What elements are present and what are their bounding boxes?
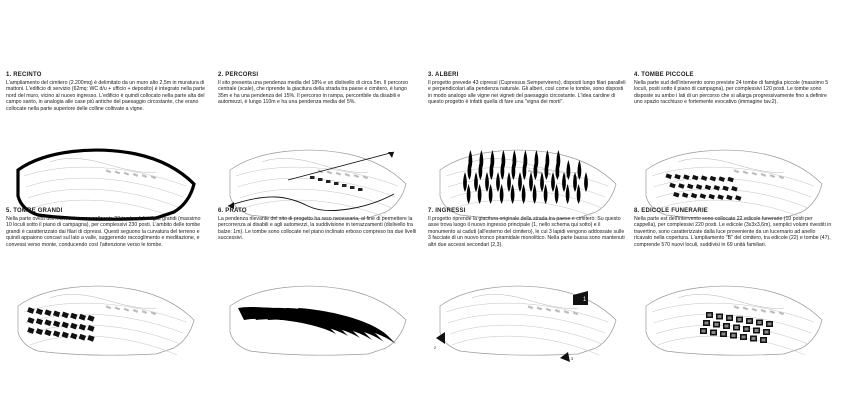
tomb-mark	[336, 172, 341, 176]
small-tomb	[674, 174, 680, 180]
tomb-mark	[761, 309, 766, 313]
diagram-svg	[6, 248, 206, 358]
large-tomb	[27, 317, 34, 324]
large-tomb	[87, 325, 94, 332]
chapel-skylight	[702, 330, 706, 333]
tomb-mark	[752, 308, 757, 312]
panel-description: Nella parte ovest dell'intervento sono collocate 23 tombe di famiglia grandi (massimo 10 loculi sotto il piano di campagna), per complessivi 230 posti. L'ambito delle tombe grandi è caratterizzato dai filari di cipressi. Questi seguono la curvatura del terreno e quindi appaiono concavi sul lato a valle, suggerendo raccoglimento e meditazione, e convessi verso monte, conducendo così l'attenzione verso le tombe.	[6, 216, 201, 248]
large-tomb	[79, 334, 86, 341]
small-tomb	[696, 184, 702, 190]
stair-step	[350, 186, 355, 189]
entrance-marker-3	[560, 352, 574, 362]
terrace-line	[656, 189, 808, 208]
large-tomb	[70, 323, 77, 330]
small-tomb	[726, 195, 732, 201]
terrace-line	[448, 178, 605, 197]
terrace-line	[658, 336, 805, 355]
small-tomb	[687, 184, 693, 190]
tomb-mark	[142, 310, 147, 314]
chapel-skylight	[715, 323, 719, 326]
cypress-tree	[478, 184, 482, 204]
cypress-tree	[584, 172, 588, 192]
chapel-skylight	[742, 336, 746, 339]
site-diagram	[6, 248, 206, 358]
small-tomb	[678, 183, 684, 189]
panel-description: L'ampliamento del cimitero (2.200mq) è delimitato da un muro alto 2,5m in muratura di mattoni. L'edificio di servizio (62mq: WC d/u + ufficio + deposito) è integrato nella parte nord del muro, vicino al nuovo ingresso. L'edificio è quindi collocato nella parte alta del campo santo, in analogia alle case più antiche del paesaggio circostante, che erano collocate nella parte superiore delle colline coltivate a vigne.	[6, 80, 205, 112]
cypress-tree	[518, 172, 522, 192]
chapel-skylight	[748, 320, 752, 323]
small-tomb	[708, 194, 714, 200]
small-tomb	[701, 175, 707, 181]
tomb-mark	[133, 173, 138, 177]
large-tomb	[79, 314, 86, 321]
terrace-line	[236, 167, 398, 186]
site-outline	[440, 286, 616, 355]
chapel-skylight	[728, 317, 732, 320]
site-diagram	[218, 248, 418, 358]
entrance-label: 3	[571, 356, 574, 361]
site-outline	[18, 286, 194, 355]
cypress-tree	[566, 184, 570, 204]
panel-ingressi	[428, 208, 628, 398]
path-line	[50, 158, 156, 172]
terrace-line	[24, 167, 186, 186]
cypress-tree	[577, 184, 581, 204]
diagram-svg	[6, 112, 206, 222]
small-tomb	[727, 177, 733, 183]
tomb-mark	[115, 307, 120, 311]
tomb-mark	[106, 169, 111, 173]
tomb-mark	[528, 305, 533, 309]
panel-description: La pendenza rilevante del sito di progetto ha reso necessaria, al fine di permettere la percorrenza ai disabili e agli automezzi, la suddivisione in terrazzamenti (dislivello tra balze: 1m). Le tombe sono collocate nel piano inclinato erboso compreso tra due livelli successivi.	[218, 216, 417, 242]
cypress-tree	[529, 172, 533, 192]
chapel-skylight	[758, 321, 762, 324]
tomb-mark	[770, 174, 775, 178]
tomb-mark	[743, 171, 748, 175]
large-tomb	[36, 308, 43, 315]
panel-description: Il sito presenta una pendenza media del 18% e un dislivello di circa 5m. Il percorso centrale (scale), che riprende la giacitura della strada tra paese e cimitero, è lungo 35m e ha una pendenza del 15%. Il percorso in rampa, percorribile da disabili e automezzi, è lungo 110m e ha una pendenza media del 5%.	[218, 80, 409, 106]
terrace-line	[448, 314, 605, 333]
small-tomb	[683, 174, 689, 180]
terrace-line	[450, 325, 602, 344]
small-tomb	[731, 186, 737, 192]
path-line	[472, 294, 578, 308]
small-tomb	[669, 183, 675, 189]
chapel-skylight	[722, 333, 726, 336]
tomb-mark	[528, 169, 533, 173]
tomb-mark	[743, 307, 748, 311]
site-diagram	[428, 248, 628, 361]
cypress-tree	[474, 172, 478, 192]
panel-prato	[218, 208, 418, 398]
panel-title: 2. PERCORSI	[218, 72, 259, 78]
large-tomb	[44, 309, 51, 316]
chapel-skylight	[752, 337, 756, 340]
large-tomb	[70, 313, 77, 320]
small-tomb	[710, 176, 716, 182]
chapel-skylight	[732, 334, 736, 337]
stair-step	[358, 188, 363, 191]
large-tomb	[44, 329, 51, 336]
cypress-tree	[578, 160, 582, 180]
tomb-mark	[761, 173, 766, 177]
tomb-mark	[555, 309, 560, 313]
site-outline	[646, 286, 822, 355]
cypress-tree	[573, 172, 577, 192]
tomb-mark	[345, 173, 350, 177]
panel-description: Il progetto riprende la giacitura originale della strada tra paese e cimitero. Su questo asse trova luogo il nuovo ingresso principale (1, nello schema qui sotto) e il monumento ai caduti (all'esterno del cimitero), le cui 3 lapidi vengono addossate sulle 3 facciate di un nuovo tronco piramidale monolitico. Nella parte bassa sono mantenuti altri due accessi secondari (2,3).	[428, 216, 625, 248]
cypress-tree	[555, 184, 559, 204]
cypress-tree	[544, 184, 548, 204]
panel-title: 4. TOMBE PICCOLE	[634, 72, 694, 78]
entrance-label: 2	[434, 345, 437, 350]
small-tomb	[691, 193, 697, 199]
small-tomb	[717, 194, 723, 200]
tomb-mark	[752, 172, 757, 176]
site-diagram	[634, 112, 834, 222]
arrow-head	[388, 152, 394, 158]
terrace-line	[28, 189, 180, 208]
diagram-svg	[634, 248, 834, 358]
large-tomb	[70, 333, 77, 340]
chapel-skylight	[762, 339, 766, 342]
terrace-line	[26, 178, 183, 197]
stair-step	[326, 180, 331, 183]
cypress-tree	[533, 184, 537, 204]
panel-tombe-grandi	[6, 208, 206, 398]
small-tomb	[722, 186, 728, 192]
cypress-tree	[500, 184, 504, 204]
panel-description: Nella parte sud dell'intervento sono previste 24 tombe di famiglia piccole (massimo 5 loculi, posti sotto il piano di campagna), per complessivi 120 posti. Le tombe sono disposte su ambo i lati di un percorso che si allarga progressivamente fino a definire uno spazio racchiuso e fortemente evocativo (immagine tav.2).	[634, 80, 829, 106]
diagram-svg	[218, 248, 418, 358]
small-tomb	[714, 185, 720, 191]
tomb-mark	[564, 310, 569, 314]
tomb-mark	[115, 171, 120, 175]
tomb-mark	[124, 172, 129, 176]
tomb-mark	[142, 174, 147, 178]
large-tomb	[87, 315, 94, 322]
small-tomb	[692, 175, 698, 181]
chapel-skylight	[768, 323, 772, 326]
tomb-mark	[537, 171, 542, 175]
large-tomb	[62, 322, 69, 329]
large-tomb	[53, 330, 60, 337]
chapel-skylight	[705, 322, 709, 325]
panel-title: 6. PRATO	[218, 208, 247, 214]
large-tomb	[53, 320, 60, 327]
site-diagram	[634, 248, 834, 358]
central-stair	[288, 152, 394, 180]
path-line	[50, 294, 156, 308]
tomb-mark	[770, 310, 775, 314]
chapel-skylight	[755, 329, 759, 332]
diagram-svg	[428, 248, 628, 361]
panel-title: 7. INGRESSI	[428, 208, 466, 214]
chapel-skylight	[765, 331, 769, 334]
large-tomb	[27, 307, 34, 314]
large-tomb	[36, 328, 43, 335]
cypress-tree	[485, 172, 489, 192]
panel-edicole	[634, 208, 834, 398]
terrace-line	[446, 303, 608, 322]
large-tomb	[27, 327, 34, 334]
chapel-skylight	[735, 326, 739, 329]
tomb-mark	[734, 305, 739, 309]
terrace-line	[238, 178, 395, 197]
small-tomb	[682, 192, 688, 198]
large-tomb	[36, 318, 43, 325]
panel-title: 8. EDICOLE FUNERARIE	[634, 208, 709, 214]
chapel-skylight	[718, 315, 722, 318]
plan-base	[440, 286, 616, 355]
entrance-label: 1	[583, 297, 587, 303]
stair-step	[342, 184, 347, 187]
tomb-mark	[133, 309, 138, 313]
chapel-skylight	[738, 318, 742, 321]
diagram-svg	[218, 112, 418, 222]
path-line	[678, 294, 784, 308]
path-line	[262, 158, 368, 172]
terrace-line	[452, 336, 599, 355]
cypress-tree	[467, 184, 471, 204]
path-line	[678, 158, 784, 172]
chapel-skylight	[708, 314, 712, 317]
cypress-tree	[511, 184, 515, 204]
panel-description: Nella parte est dell'intervento sono collocate 22 edicole funerarie (10 posti per cappella), per complessivi 220 posti. Le edicole (3x3x3,6m), semplici volumi rivestiti in travertino, sono caratterizzate dalla luce proveniente da un lucernario ad anello ricavato nella copertura. L'ampliamento "B" del cimitero, tra edicole (22) e tombe (47), comprende 570 nuovi loculi, suddivisi in 69 unità familiari.	[634, 216, 832, 248]
small-tomb	[719, 176, 725, 182]
chapel-skylight	[725, 325, 729, 328]
small-tomb	[700, 193, 706, 199]
diagram-svg	[428, 112, 628, 222]
small-tomb	[735, 195, 741, 201]
small-tomb	[673, 192, 679, 198]
site-diagram	[6, 112, 206, 222]
tomb-mark	[734, 169, 739, 173]
terrace-line	[240, 189, 392, 208]
tomb-mark	[327, 171, 332, 175]
tomb-mark	[106, 305, 111, 309]
panel-description: Il progetto prevede 43 cipressi (Cupressus Sempervirens), disposti lungo filari paralleli e perpendicolari alla pendenza naturale. Gli alberi, così come le tombe, sono disposti in modo analogo alle vigne nei vigneti del paesaggio circostante. L'idea cardine di questo progetto è infatti quella di fare una "vigna dei morti".	[428, 80, 626, 106]
entrance-marker-2	[434, 332, 445, 350]
diagram-svg	[634, 112, 834, 222]
stair-step	[334, 182, 339, 185]
site-diagram	[218, 112, 418, 222]
terrace-line	[30, 336, 177, 355]
tomb-mark	[537, 307, 542, 311]
panel-title: 1. RECINTO	[6, 72, 42, 78]
tomb-mark	[546, 308, 551, 312]
chapel-skylight	[712, 331, 716, 334]
stair-step	[310, 176, 315, 179]
site-diagram	[428, 112, 628, 222]
chapel-skylight	[745, 328, 749, 331]
cypress-tree	[551, 172, 555, 192]
panel-title: 3. ALBERI	[428, 72, 459, 78]
cypress-tree	[463, 172, 467, 192]
large-tomb	[44, 319, 51, 326]
panel-title: 5. TOMBE GRANDI	[6, 208, 63, 214]
cypress-tree	[540, 172, 544, 192]
stair-step	[318, 178, 323, 181]
small-tomb	[665, 173, 671, 179]
tomb-mark	[354, 174, 359, 178]
entrance-marker-1	[573, 291, 588, 305]
large-tomb	[62, 312, 69, 319]
terrace-line	[28, 325, 180, 344]
tomb-mark	[124, 308, 129, 312]
